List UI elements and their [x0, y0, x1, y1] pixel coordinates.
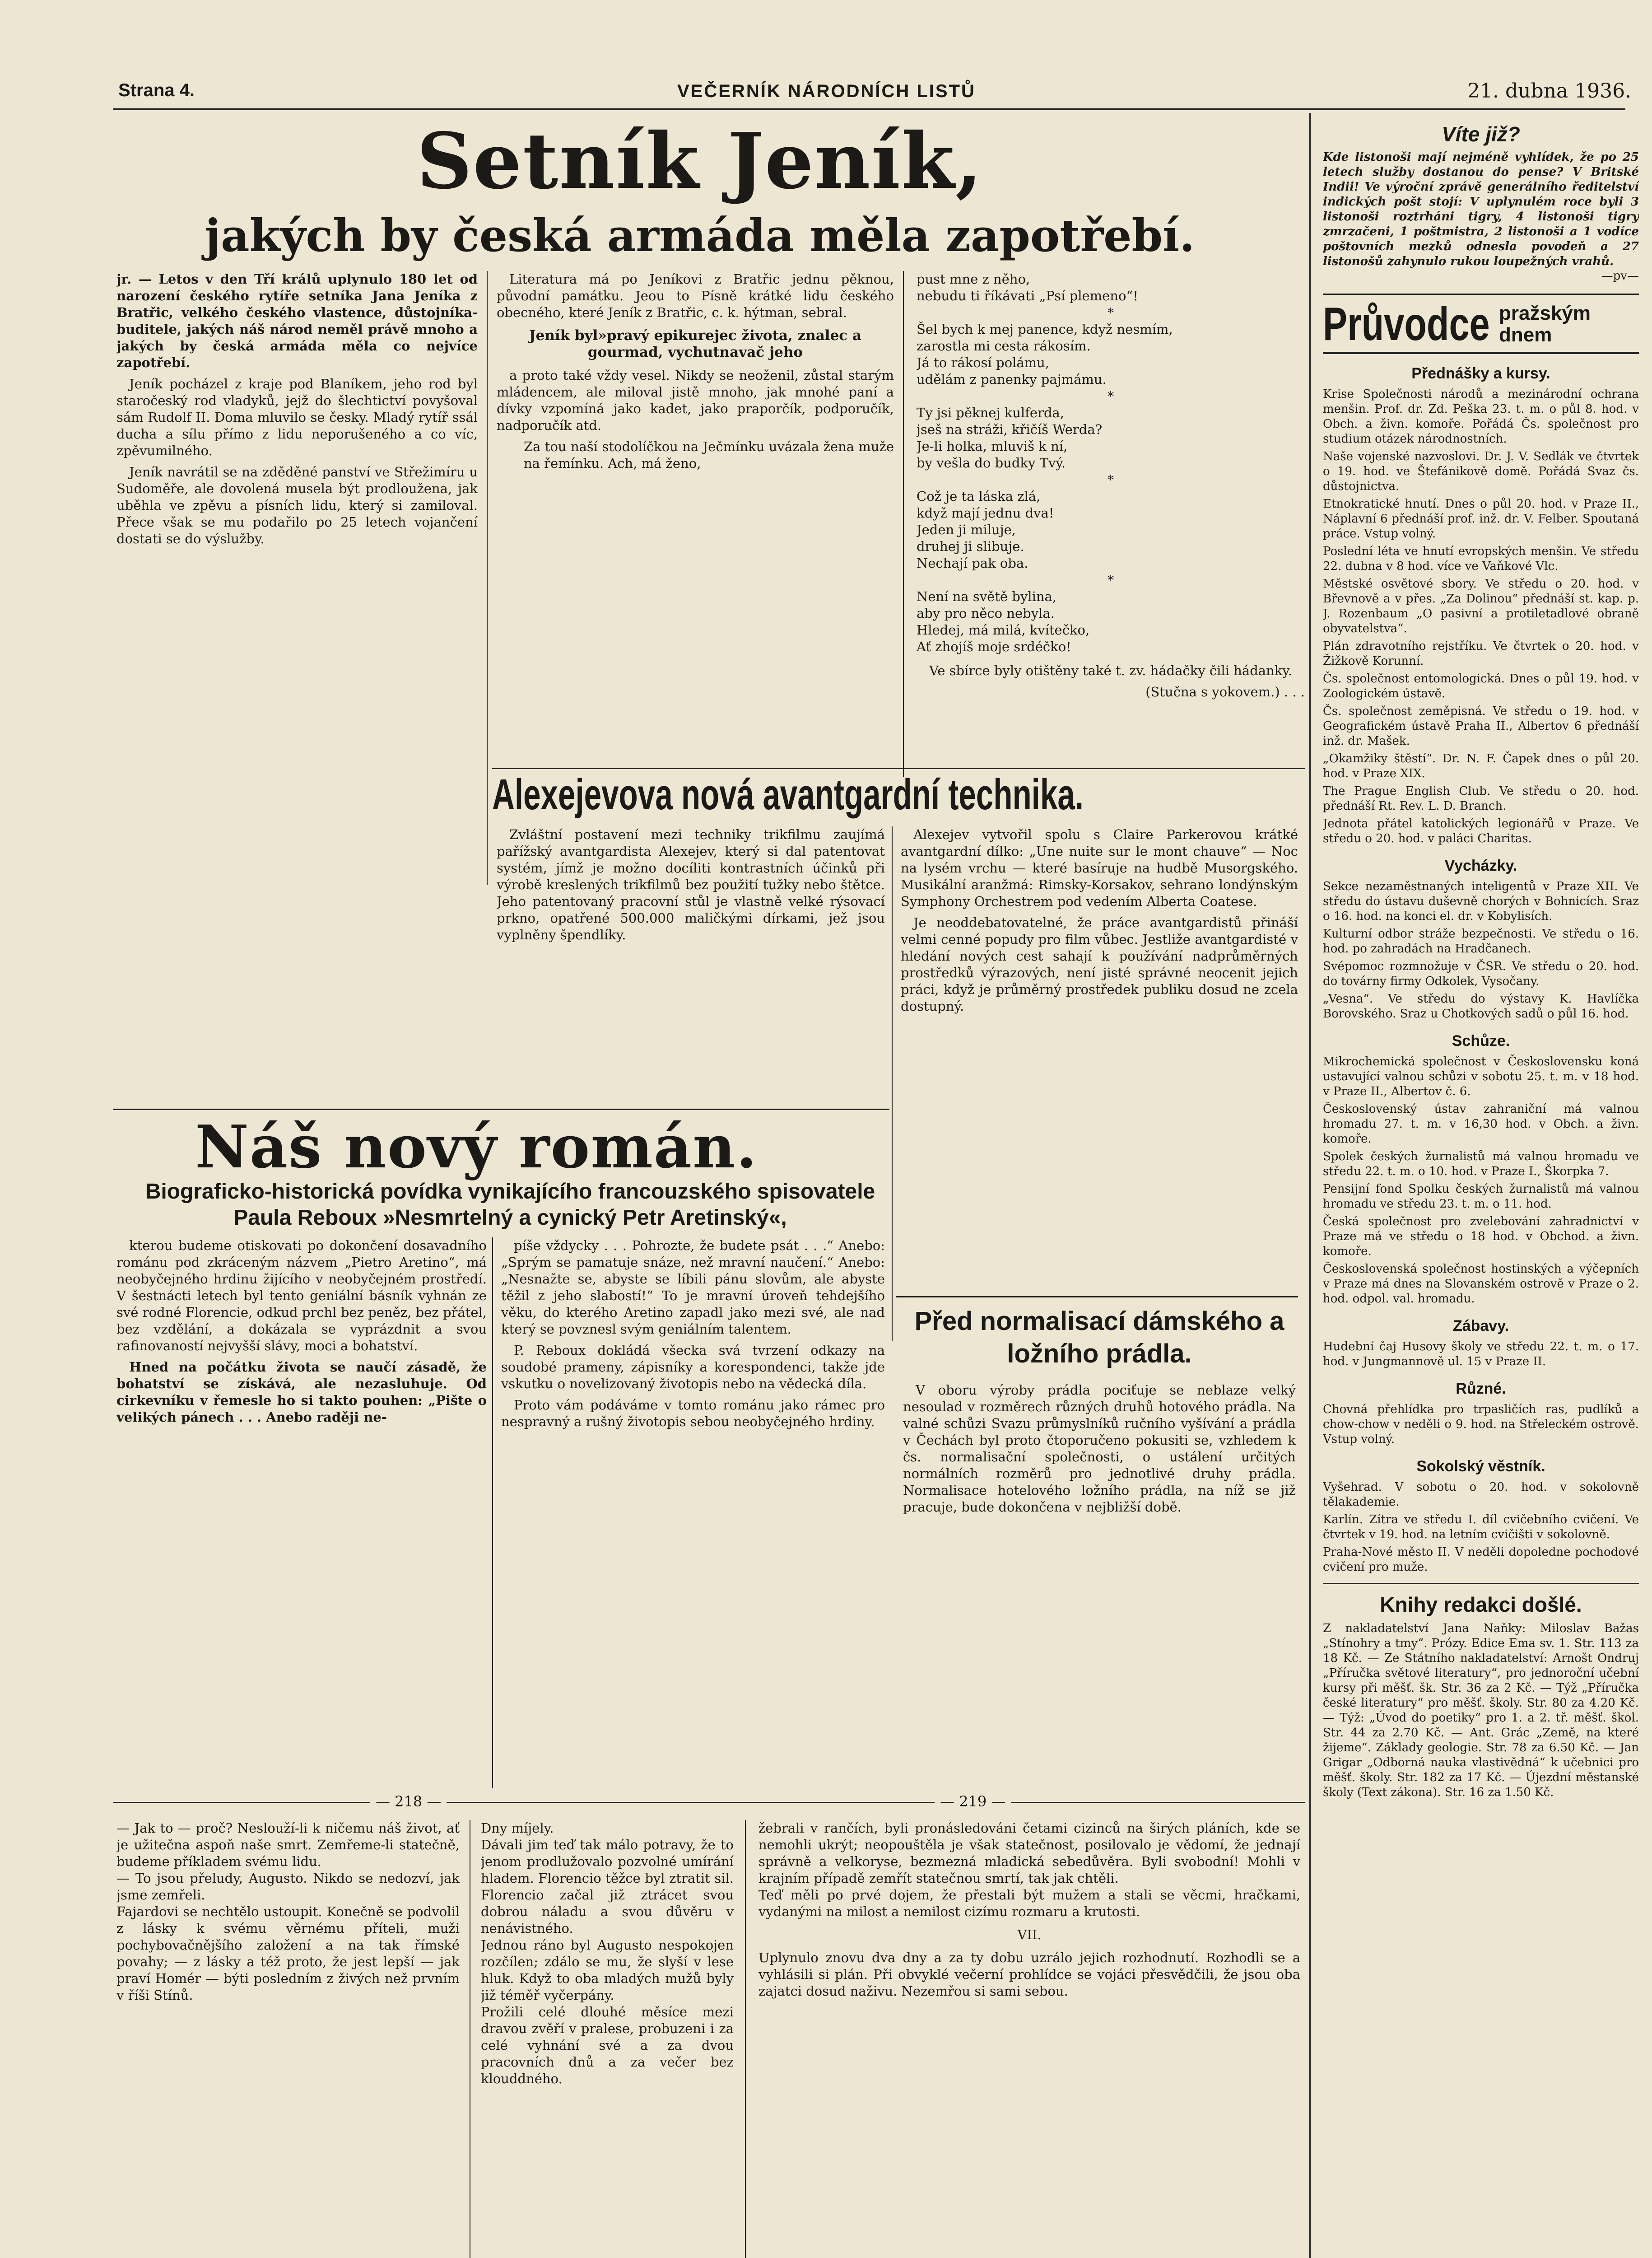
article-signature: (Stučna s yokovem.) . . .: [1145, 684, 1305, 700]
page-number: Strana 4.: [118, 80, 195, 100]
feuilleton-column-3: [759, 1820, 1300, 2258]
article-paragraph: Jeník navrátil se na zděděné panství ve Střežimíru u Sudoměře, ale dovolená musela být prodloužena, jak uběhla ve zpěvu a písních lidu, který si zamiloval. Přece však se mu podařilo po 25 letech vojančení dostati se do výslužby.: [116, 464, 478, 546]
guide-listing: Spolek českých žurnalistů má valnou hromadu ve středu 22. t. m. o 10. hod. v Praze I., Škorpka 7.: [1323, 1150, 1639, 1178]
guide-subtitle: [1499, 303, 1591, 346]
column-divider: [745, 1820, 746, 2258]
guide-listing: Hudební čaj Husovy školy ve středu 22. t. m. o 17. hod. v Jungmannově ul. 15 v Praze II.: [1323, 1340, 1639, 1368]
poem-line: aby pro něco nebyla.: [917, 606, 1055, 621]
guide-listing: Československá společnost hostinských a výčepních v Praze má dnes na Slovanském ostrově v Praze o 2. hod. odpol. val. hromadu.: [1323, 1262, 1639, 1306]
guide-listing: „Okamžiky štěstí“. Dr. N. F. Čapek dnes o půl 20. hod. v Praze XIX.: [1323, 752, 1639, 780]
guide-listing: Etnokratické hnutí. Dnes o půl 20. hod. v Praze II., Náplavní 6 přednáší prof. inž. dr. V. Felber. Spoutaná práce. Vstup volný.: [1323, 497, 1639, 541]
article-paragraph: kterou budeme otiskovati po dokončení dosavadního románu pod zkráceným názvem „Pietro Aretino“, má neobyčejného hrdinu žijícího v neobyčejném prostředí. V šestnácti letech byl tento geniální básník vyhnán ze své rodné Florencie, odkud prchl bez peněz, bez přátel, bez vzdělání, a dokázala se vyprázdnit a svou rafinovaností nejvyšší slávy, moci a bohatství.: [116, 1238, 487, 1353]
guide-listing: Pensijní fond Spolku českých žurnalistů má valnou hromadu ve středu 23. t. m. o 11. hod.: [1323, 1182, 1639, 1211]
novel-subtitle: Biograficko-historická povídka vynikajícího francouzského spisovatele Paula Reboux »Nesmrtelný a cynický Petr Aretinský«,: [145, 1180, 875, 1230]
avantgarde-title: Alexejevova nová avantgardní technika.: [492, 770, 1084, 819]
article-paragraph: a proto také vždy vesel. Nikdy se neoženil, zůstal starým mládencem, ale miloval jistě mnoho, jak mnohé paní a dívky vzpomíná jako kadet, jako praporčík, podporučík, nadporučík atd.: [497, 368, 894, 433]
poem-line: Hledej, má milá, kvítečko,: [917, 622, 1090, 638]
guide-listing: Čs. společnost entomologická. Dnes o půl 19. hod. v Zoologickém ústavě.: [1323, 672, 1639, 700]
feuilleton-text: Uplynulo znovu dva dny a za ty dobu uzrálo jejich rozhodnutí. Rozhodli se a vyhlásili si plán. Při obvyklé večerní prohlídce se vojáci přesvědčili, že jsou oba zajatci dosud naživu. Nezemřou si sami sebou.: [759, 1950, 1300, 1999]
article-paragraph: P. Reboux dokládá všecka svá tvrzení odkazy na soudobé prameny, zápisníky a korespondenci, takže jde vskutku o novelizovaný životopis nebo na vědecká díla.: [501, 1343, 885, 1391]
guide-listing: Jednota přátel katolických legionářů v Praze. Ve středu o 20. hod. v paláci Charitas.: [1323, 817, 1639, 845]
article-column-1: [116, 271, 478, 890]
guide-section-heading: Různé.: [1456, 1380, 1506, 1397]
guide-listing: Svépomoc rozmnožuje v ČSR. Ve středu o 20. hod. do továrny firmy Odkolek, Vysočany.: [1323, 960, 1639, 988]
poem-line: zarostla mi cesta rákosím.: [917, 338, 1091, 354]
vite-body: Kde listonoši mají nejméně vyhlídek, že po 25 letech služby dostanou do pense? V Britské Indii! Ve výroční zprávě generálního ředitelství indických pošt stojí: V uplynulém roce byli 3 listonoši roztrháni tigry, 4 listonoši tigry zmrzačeni, 1 poštmistra, 2 listonoši a 1 vodíce poštovních mezků odnesla povodeň a 27 listonošů zahynulo rukou loupežných vrahů.: [1323, 150, 1639, 268]
poem-line: druhej ji slibuje.: [917, 539, 1024, 554]
lingerie-body: [903, 1382, 1296, 1707]
feuilleton-page-left: — 218 —: [370, 1793, 447, 1810]
books-body: Z nakladatelství Jana Naňky: Miloslav Bažas „Stínohry a tmy“. Prózy. Edice Ema sv. 1. Str. 113 za 18 Kč. — Ze Státního nakladatelství: Arnošt Ondruj „Příručka světové literatury“, pro jednoroční učební kursy při měšť. šk. Str. 36 za 2 Kč. — Týž „Příručka české literatury“ pro měšť. školy. Str. 80 za 4.20 Kč. — Týž: „Úvod do poetiky“ pro 1. a 2. tř. měšť. škol. Str. 44 za 2.70 Kč. — Ant. Grác „Země, na které žijeme“. Základy geologie. Str. 78 za 6.50 Kč. — Jan Grigar „Odborná nauka vlastivědná“ k učebnici pro měšť. školy. Str. 182 za 17 Kč. — Újezdní městanské školy (Text zákona). Str. 16 za 1.50 Kč.: [1323, 1622, 1639, 1799]
guide-listing: Karlín. Zítra ve středu I. díl cvičebního cvičení. Ve čtvrtek v 19. hod. na letním cvičišti v sokolovně.: [1323, 1513, 1639, 1541]
novel-column-1: [116, 1237, 487, 1793]
guide-listing: Městské osvětové sbory. Ve středu o 20. hod. v Břevnově a v přes. „Za Dolinou“ přednáší st. kap. p. J. Rozenbaum „O pasivní a protiletadlové obraně obyvatelstva“.: [1323, 577, 1639, 635]
header-rule: [113, 108, 1625, 110]
poem-separator: *: [1108, 305, 1114, 320]
guide-listing: Krise Společnosti národů a mezinárodní ochrana menšin. Prof. dr. Zd. Peška 23. t. m. o půl 8. hod. v Obch. a živn. komoře. Pořádá Čs. společnost pro studium otázek národnostních.: [1323, 387, 1639, 446]
article-column-3: [917, 271, 1305, 781]
poem-line: Ty jsi pěknej kulferda,: [917, 405, 1065, 420]
feuilleton-rule: [113, 1802, 1305, 1803]
issue-date: 21. dubna 1936.: [1467, 79, 1632, 103]
poem-line: Ať zhojíš moje srdéčko!: [917, 639, 1071, 654]
avantgarde-column-1: [497, 826, 885, 1106]
article-subheading: Jeník byl»pravý epikurejec života, znalec a gourmad, vychutnavač jeho: [529, 327, 862, 360]
sidebar-divider: [1309, 113, 1311, 2258]
article-paragraph: Proto vám podáváme v tomto románu jako rámec pro nespravný a rušný životopis sebou neobyčejného hrdiny.: [501, 1397, 885, 1429]
article-lead: jr. — Letos v den Tří králů uplynulo 180 let od narození českého rytíře setníka Jana Jeníka z Bratřic, velkého českého vlastence, důstojníka-buditele, jakých náš národ neměl právě mnoho a jakých by česká armáda měla co nejvíce zapotřebí.: [116, 271, 478, 370]
guide-section-heading: Schůze.: [1452, 1032, 1510, 1050]
guide-listing: Chovná přehlídka pro trpasličích ras, pudlíků a chow-chow v neděli o 9. hod. na Střeleckém ostrově. Vstup volný.: [1323, 1403, 1639, 1446]
guide-listing: Poslední léta ve hnutí evropských menšin. Ve středu 22. dubna v 8 hod. více ve Vaňkové Vlc.: [1323, 545, 1639, 573]
guide-listing: Česká společnost pro zvelebování zahradnictví v Praze má ve středu o 18 hod. v Obchod. a živn. komoře.: [1323, 1215, 1639, 1258]
folk-poem: [917, 271, 1305, 655]
guide-header: [1323, 299, 1639, 354]
section-rule: [896, 1296, 1298, 1297]
sidebar-rule: [1323, 1583, 1639, 1584]
guide-section-heading: Zábavy.: [1452, 1317, 1509, 1334]
poem-line: Šel bych k mej panence, když nesmím,: [917, 322, 1173, 337]
feuilleton-column-1: — Jak to — proč? Neslouží-li k ničemu náš život, ať je užitečna aspoň naše smrt. Zemřeme-li statečně, budeme příkladem svému lidu. — To jsou přeludy, Augusto. Nikdo se nedozví, jak jsme zemřeli. Fajardovi se nechtělo ustoupit. Konečně se podvolil z lásky k svému věrnému příteli, muži pochybovačnějšího založení a na tak římské povahy; — z lásky a též proto, že jest lepší — jak praví Homér — býti posledním z živých než prvním v říši Stínů.: [116, 1820, 460, 2003]
guide-sections: [1323, 365, 1639, 1575]
article-paragraph: Zvláštní postavení mezi techniky trikfilmu zaujímá pařížský avantgardista Alexejev, který si dal patentovat systém, jímž je možno docíliti kontrastních účinků při výrobě kreslených trikfilmů bez použití tužky nebo štětce. Jeho patentovaný pracovní stůl je vlastně velké rýsovací prkno, opatřené 500.000 maličkými dírkami, jež jsou vyplněny špendlíky.: [497, 827, 885, 942]
article-paragraph: Je neoddebatovatelné, že práce avantgardistů přináší velmi cenné popudy pro film vůbec. Jestliže avantgardisté v hledání nových cest sahají k používání nadprůměrných prostředků výrazových, není jisté správné neocenit jejich práci, když je průměrný prostředek publiku dosud ne zcela dostupný.: [901, 915, 1298, 1014]
poem-line: jseš na stráži, křičíš Werda?: [917, 422, 1103, 437]
poem-line: Je-li holka, mluviš k ní,: [917, 439, 1068, 454]
poem-line: Jeden ji miluje,: [917, 522, 1016, 537]
avantgarde-column-2: [901, 826, 1298, 1323]
article-paragraph: Ve sbírce byly otištěny také t. zv. hádačky čili hádanky.: [929, 663, 1293, 678]
column-divider: [892, 826, 893, 1341]
article-column-2: [497, 271, 894, 777]
feuilleton-page-right: — 219 —: [935, 1793, 1011, 1810]
poem-line: Není na světě bylina,: [917, 589, 1057, 604]
lingerie-title: Před normalisací dámského a ložního prádla.: [914, 1306, 1284, 1368]
guide-subtitle-line: dnem: [1499, 324, 1552, 346]
article-paragraph: píše vždycky . . . Pohrozte, že budete psát . . .“ Anebo: „Sprým se pamatuje snáze, než mravní naučení.“ Anebo: „Nesnažte se, abyste se líbili pánu slovům, ale abyste těžil z jeho slabostí!“ To je mravní úroveň tehdejšího věku, do kterého Aretino zapadl jako mezi své, ale nad který se povznesl svým geniálním talentem.: [501, 1238, 885, 1337]
chapter-number: VII.: [1017, 1927, 1042, 1942]
guide-listing: Sekce nezaměstnaných inteligentů v Praze XII. Ve středu do ústavu duševně chorých v Bohnicích. Sraz o 16. hod. na konci el. dr. v Kobylisích.: [1323, 880, 1639, 923]
poem-line: Já to rákosí polámu,: [917, 355, 1050, 370]
guide-listing: Naše vojenské nazvoslovi. Dr. J. V. Sedlák ve čtvrtek o 19. hod. ve Štefánikově domě. Pořádá Svaz čs. důstojnictva.: [1323, 450, 1639, 493]
feuilleton-column-2: Dny míjely. Dávali jim teď tak málo potravy, že to jenom prodlužovalo pozvolné umírání hladem. Florencio těžce byl ztratit sil. Florencio začal již ztrácet svou dobrou náladu a svou důvěru v nenávistného. Jednou ráno byl Augusto nespokojen rozčílen; zdálo se mu, že slyší v lese hluk. Když to oba mladých mužů byly již téměř vyčerpány. Prožili celé dlouhé měsíce mezi dravou zvěří v pralese, probuzeni i za celé vyhnání své a za dvou pracovních dnů a za večer bez klouddného.: [481, 1820, 734, 2086]
section-rule: [113, 1109, 889, 1110]
feuilleton-text: žebrali v rančích, byli pronásledováni četami cizinců na širých pláních, kde se nemohli ukrýt; neopouštěla je však statečnost, posilovalo je vědomí, že jednají správně a velkoryse, bezmezná mladická sebedůvěra. Byli svobodní! Mohli v krajním případě zemřít statečnou smrtí, tak jak chtěli. Teď měli po prvé dojem, že přestali být mužem a stali se věcmi, hračkami, vydanými na milost a nemilost cizímu rozmaru a krutosti.: [759, 1820, 1300, 1919]
guide-section-heading: Sokolský věstník.: [1416, 1458, 1545, 1475]
article-title: Setník Jeník,: [416, 116, 983, 206]
poem-line: nebudu ti říkávati „Psí plemeno“!: [917, 288, 1138, 303]
guide-listing: Mikrochemická společnost v Československu koná ustavující valnou schůzi v sobotu 25. t. m. v 18 hod. v Praze II., Albertov č. 6.: [1323, 1055, 1639, 1098]
sidebar-rule: [1323, 294, 1639, 295]
poem-separator: *: [1108, 573, 1114, 588]
guide-listing: The Prague English Club. Ve středu o 20. hod. přednáší Rt. Rev. L. D. Branch.: [1323, 784, 1639, 813]
article-subtitle: jakých by česká armáda měla zapotřebí.: [205, 211, 1195, 261]
poem-line: Nechají pak oba.: [917, 555, 1028, 571]
guide-section-heading: Vycházky.: [1444, 857, 1517, 874]
column-divider: [487, 271, 488, 885]
books-title: Knihy redakci došlé.: [1380, 1593, 1582, 1616]
article-paragraph: V oboru výroby prádla pociťuje se neblaze velký nesoulad v rozměrech různých druhů hotového prádla. Na valné schůzi Svazu průmyslníků ručního vyšívání a prádla v Čechách byl proto čtoporučeno pokusiti se, vzhledem k čs. normalisační společnosti, o ustálení určitých normálních rozměrů pro jednotlivé druhy prádla. Normalisace hotelového ložního prádla, na níž se již pracuje, bude dokončena v nejbližší době.: [903, 1382, 1296, 1515]
guide-listing: Vyšehrad. V sobotu o 20. hod. v sokolovně tělakademie.: [1323, 1480, 1639, 1509]
poem-line: pust mne z něho,: [917, 271, 1030, 287]
guide-title: Průvodce: [1323, 298, 1490, 350]
guide-listing: Praha-Nové město II. V neděli dopoledne pochodové cvičení pro muže.: [1323, 1545, 1639, 1574]
vite-title: Víte již?: [1442, 122, 1520, 146]
article-paragraph: Hned na počátku života se naučí zásadě, že bohatství se získává, ale nezasluhuje. Od cirkevníku v řemesle ho si takto pouhen: „Pište o velikých pánech . . . Anebo raději ne-: [116, 1359, 487, 1425]
article-quote: Za tou naší stodolíčkou na Ječmínku uvázala žena muže na řemínku. Ach, má ženo,: [524, 439, 894, 471]
poem-line: Což je ta láska zlá,: [917, 489, 1041, 504]
vite-signature: —pv—: [1601, 269, 1639, 283]
poem-separator: *: [1108, 389, 1114, 404]
poem-line: by vešla do budky Tvý.: [917, 455, 1066, 471]
guide-listing: Československý ústav zahraniční má valnou hromadu 27. t. m. v 16,30 hod. v Obch. a živn. komoře.: [1323, 1102, 1639, 1146]
column-divider: [903, 271, 904, 777]
guide-section-heading: Přednášky a kursy.: [1411, 365, 1550, 382]
guide-listing: „Vesna“. Ve středu do výstavy K. Havlíčka Borovského. Sraz u Chotkových sadů o půl 16. hod.: [1323, 992, 1639, 1021]
novel-title: Náš nový román.: [195, 1112, 758, 1181]
guide-listing: Plán zdravotního rejstříku. Ve čtvrtek o 20. hod. v Žižkově Korunní.: [1323, 639, 1639, 668]
article-paragraph: Literatura má po Jeníkovi z Bratřic jednu pěknou, původní památku. Jeou to Písně krátké lidu českého obecného, které Jeník z Bratřic, c. k. hýtman, sebral.: [497, 271, 894, 320]
poem-line: když mají jednu dva!: [917, 505, 1054, 521]
poem-separator: *: [1108, 472, 1114, 487]
poem-line: udělám z panenky pajmámu.: [917, 372, 1107, 387]
guide-listing: Kulturní odbor stráže bezpečnosti. Ve středu o 16. hod. po zahradách na Hradčanech.: [1323, 927, 1639, 956]
sidebar: [1323, 122, 1639, 2258]
article-paragraph: Jeník pocházel z kraje pod Blaníkem, jeho rod byl staročeský rod vladyků, jejž do šlechtictví povyšoval sám Rudolf II. Doma mluvilo se česky. Mladý rytíř ssál ducha a sílu přímo z lidu neporušeného a co víc, zpěvumilného.: [116, 376, 478, 458]
novel-column-2: [501, 1237, 885, 1793]
column-divider: [492, 1237, 493, 1788]
guide-subtitle-line: pražským: [1499, 302, 1591, 324]
newspaper-name: VEČERNÍK NÁRODNÍCH LISTŮ: [677, 81, 976, 101]
article-paragraph: Alexejev vytvořil spolu s Claire Parkerovou krátké avantgardní dílko: „Une nuite sur le mont chauve“ — Noc na lysém vrchu — které basíruje na hudbě Musorgského. Musikální aranžmá: Rimsky-Korsakov, sehrano londýnským Symphony Orchestrem pod vedením Alberta Coatese.: [901, 827, 1298, 909]
guide-listing: Čs. společnost zeměpisná. Ve středu o 19. hod. v Geografickém ústavě Praha II., Albertov 6 přednáší inž. dr. Mašek.: [1323, 704, 1639, 748]
